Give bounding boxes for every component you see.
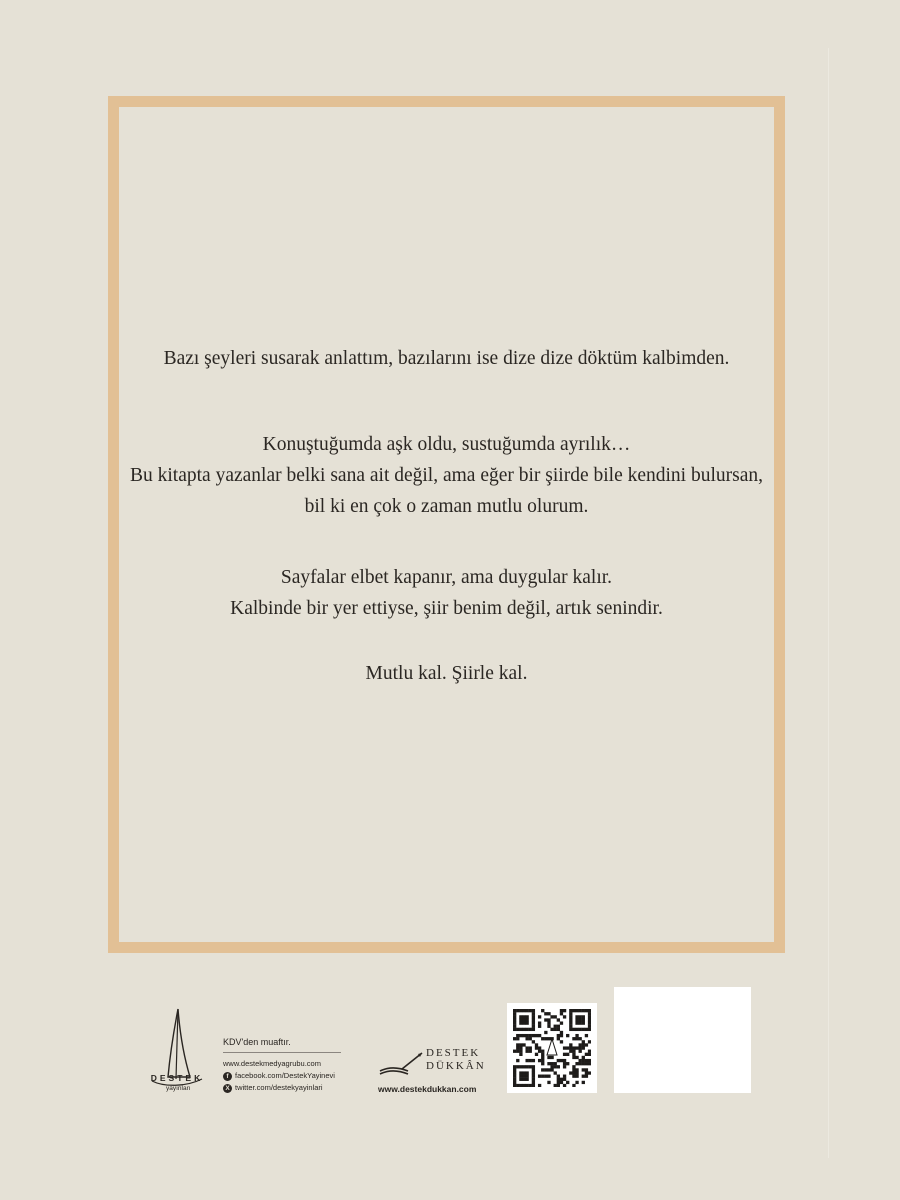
facebook-link[interactable]: facebook.com/DestekYayinevi	[235, 1071, 335, 1080]
store-name-line2: DÜKKÂN	[426, 1060, 486, 1072]
twitter-x-icon: X	[223, 1084, 232, 1093]
website-link[interactable]: www.destekmedyagrubu.com	[223, 1059, 321, 1068]
blurb-paragraph: Bazı şeyleri susarak anlattım, bazılarını ise dize dize döktüm kalbimden.	[163, 348, 730, 369]
qr-code-icon	[513, 1009, 591, 1087]
store-url[interactable]: www.destekdukkan.com	[378, 1084, 477, 1094]
back-cover-blurb	[119, 107, 774, 942]
blurb-paragraph: Bu kitapta yazanlar belki sana ait değil, ama eğer bir şiirde bile kendini bulursan, bil ki en çok o zaman mutlu olurum.	[130, 465, 763, 517]
twitter-line	[223, 1082, 353, 1094]
blurb-paragraph: Konuştuğumda aşk oldu, sustuğumda ayrılık…	[262, 434, 631, 455]
barcode-placeholder	[614, 987, 751, 1093]
website-line	[223, 1058, 353, 1070]
facebook-line	[223, 1070, 353, 1082]
pen-icon	[378, 1051, 424, 1077]
publisher-info	[223, 1037, 353, 1094]
twitter-link[interactable]: twitter.com/destekyayinlari	[235, 1083, 323, 1092]
blurb-paragraph: Mutlu kal. Şiirle kal.	[365, 663, 528, 684]
tax-note: KDV'den muaftır.	[223, 1037, 341, 1053]
store-logo	[376, 1043, 496, 1103]
publisher-logo-sub: yayınları	[166, 1085, 191, 1092]
facebook-icon: f	[223, 1072, 232, 1081]
blurb-paragraph: Sayfalar elbet kapanır, ama duygular kalır.	[280, 567, 613, 588]
qr-code[interactable]	[507, 1003, 597, 1093]
blurb-paragraph: Kalbinde bir yer ettiyse, şiir benim değil, artık senindir.	[230, 598, 663, 619]
footer	[0, 985, 900, 1105]
store-name-line1: DESTEK	[426, 1047, 481, 1059]
publisher-logo-name: DESTEK	[150, 1073, 204, 1083]
